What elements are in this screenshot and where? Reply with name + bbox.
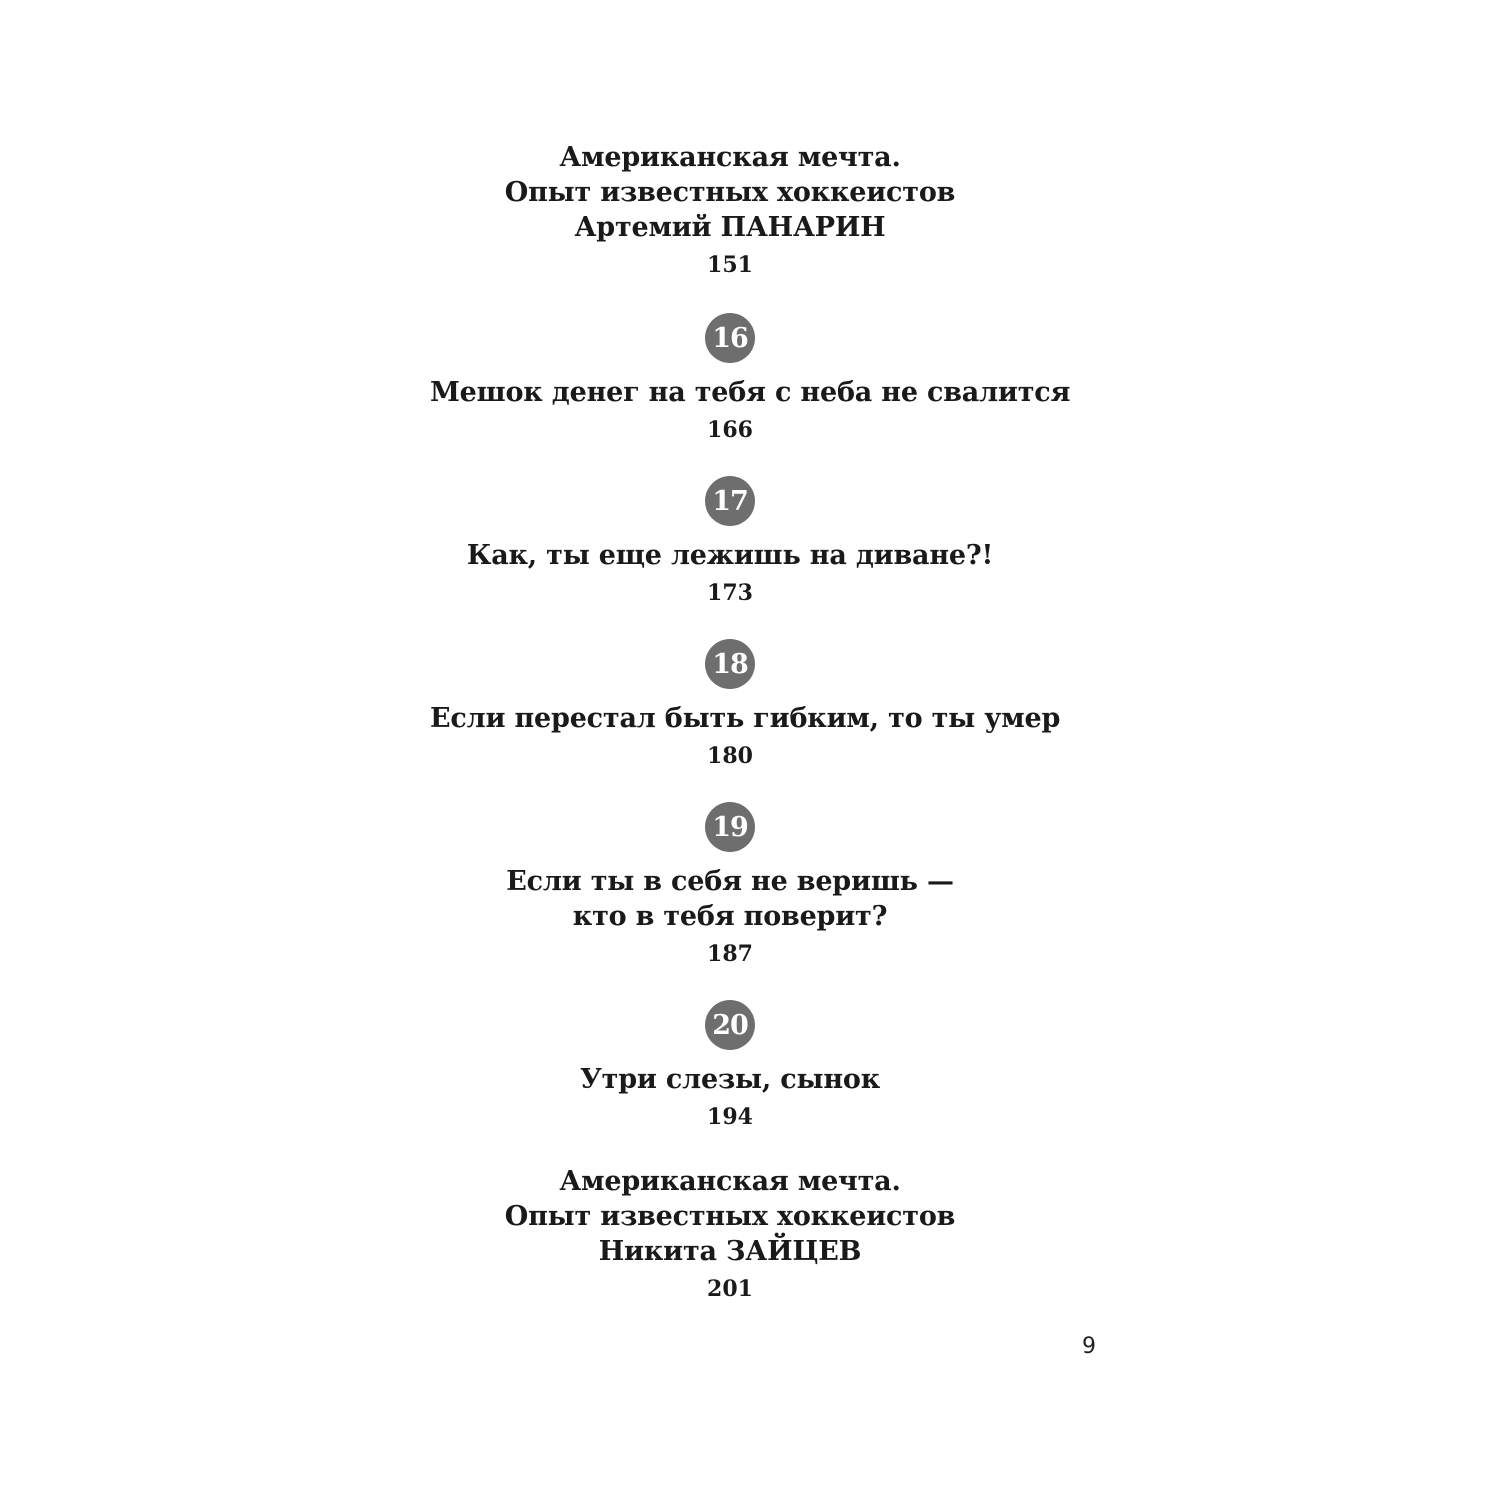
toc-entry-chapter-19 [430, 802, 1030, 968]
page-folio: 9 [1082, 1334, 1096, 1359]
entry-page-number: 187 [707, 941, 753, 967]
entry-title-line: Артемий ПАНАРИН [574, 212, 886, 243]
entry-page-number: 166 [707, 417, 753, 443]
entry-title-line: Никита ЗАЙЦЕВ [598, 1236, 862, 1267]
entry-title-line: Мешок денег на тебя с неба не свалится [430, 377, 1071, 408]
entry-title-line: Если перестал быть гибким, то ты умер [430, 703, 1061, 734]
entry-page-number: 180 [707, 743, 753, 769]
toc-entry-zaitsev [430, 1164, 1030, 1303]
toc-entry-chapter-20 [430, 1000, 1030, 1131]
chapter-number-badge: 16 [705, 313, 755, 363]
toc-entry-chapter-18 [430, 639, 1061, 770]
chapter-number-badge: 19 [705, 802, 755, 852]
entry-title-line: Как, ты еще лежишь на диване?! [466, 540, 994, 571]
entry-page-number: 173 [707, 580, 753, 606]
entry-title-line: Опыт известных хоккеистов [504, 1201, 956, 1232]
entry-title-line: кто в тебя поверит? [572, 901, 888, 932]
entry-title-line: Американская мечта. [559, 1166, 901, 1197]
entry-title-line: Американская мечта. [559, 142, 901, 173]
entry-title-line: Утри слезы, сынок [579, 1064, 881, 1095]
entry-title-line: Если ты в себя не веришь — [506, 866, 954, 897]
entry-title-line: Опыт известных хоккеистов [504, 177, 956, 208]
chapter-number-badge: 18 [705, 639, 755, 689]
toc-entry-chapter-16 [430, 313, 1071, 444]
toc-entry-chapter-17 [430, 476, 1030, 607]
entry-page-number: 194 [707, 1104, 753, 1130]
entry-page-number: 151 [707, 252, 753, 278]
toc-entry-panarin [430, 140, 1030, 279]
entry-page-number: 201 [707, 1276, 753, 1302]
chapter-number-badge: 17 [705, 476, 755, 526]
chapter-number-badge: 20 [705, 1000, 755, 1050]
